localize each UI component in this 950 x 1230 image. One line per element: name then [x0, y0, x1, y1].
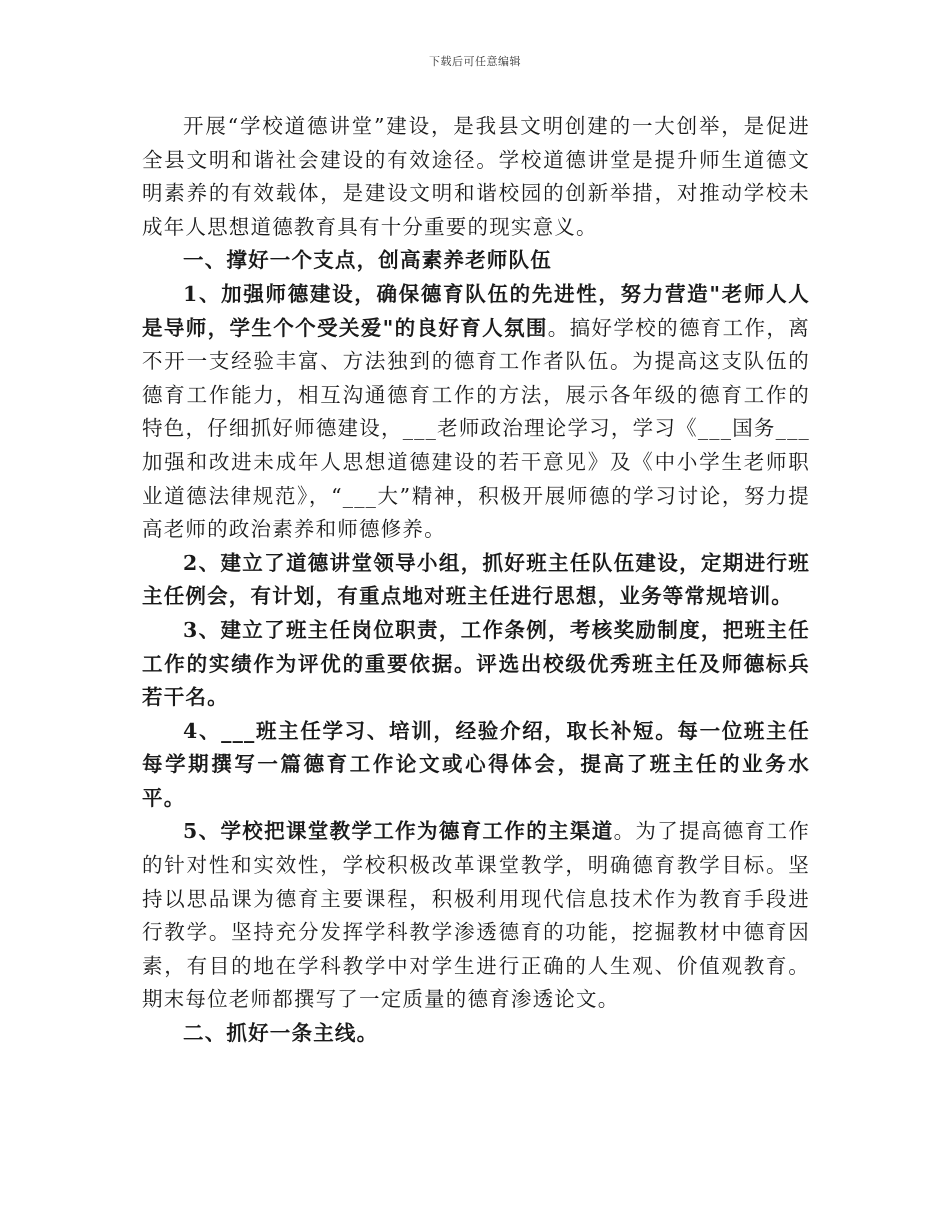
section-heading-1: 一、撑好一个支点，创高素养老师队伍 — [183, 248, 552, 273]
document-body — [142, 110, 810, 1051]
paragraph-5-rest: 。为了提高德育工作的针对性和实效性，学校积极改革课堂教学，明确德育教学目标。坚持以思品课为德育主要课程，积极利用现代信息技术作为教育手段进行教学。坚持充分发挥学科教学渗透德育的功能，挖掘教材中德育因素，有目的地在学科教学中对学生进行正确的人生观、价值观教育。期末每位老师都撰写了一定质量的德育渗透论文。 — [142, 819, 810, 1012]
paragraph-4: 4、___班主任学习、培训，经验介绍，取长补短。每一位班主任每学期撰写一篇德育工作论文或心得体会，提高了班主任的业务水平。 — [142, 718, 810, 810]
paragraph-1-bold: 1、加强师德建设，确保德育队伍的先进性，努力营造"老师人人是导师，学生个个受关爱"的良好育人氛围 — [142, 281, 810, 340]
paragraph-1-rest: 。搞好学校的德育工作，离不开一支经验丰富、方法独到的德育工作者队伍。为提高这支队伍的德育工作能力，相互沟通德育工作的方法，展示各年级的德育工作的特色，仔细抓好师德建设，___老师政治理论学习，学习《___国务___加强和改进未成年人思想道德建设的若干意见》及《中小学生老师职业道德法律规范》，“___大”精神，积极开展师德的学习讨论，努力提高老师的政治素养和师德修养。 — [142, 315, 810, 542]
paragraph-2: 2、建立了道德讲堂领导小组，抓好班主任队伍建设，定期进行班主任例会，有计划，有重点地对班主任进行思想，业务等常规培训。 — [142, 550, 810, 609]
paragraph-3: 3、建立了班主任岗位职责，工作条例，考核奖励制度，把班主任工作的实绩作为评优的重要依据。评选出校级优秀班主任及师德标兵若干名。 — [142, 617, 810, 710]
header-note: 下载后可任意编辑 — [429, 55, 521, 68]
paragraph-5-bold: 5、学校把课堂教学工作为德育工作的主渠道 — [183, 819, 614, 844]
section-heading-2: 二、抓好一条主线。 — [183, 1021, 379, 1046]
intro-paragraph: 开展“学校道德讲堂”建设，是我县文明创建的一大创举，是促进全县文明和谐社会建设的有效途径。学校道德讲堂是提升师生道德文明素养的有效载体，是建设文明和谐校园的创新举措，对推动学校未成年人思想道德教育具有十分重要的现实意义。 — [142, 114, 810, 239]
paragraph-5 — [142, 815, 810, 1017]
paragraph-1 — [142, 278, 810, 547]
